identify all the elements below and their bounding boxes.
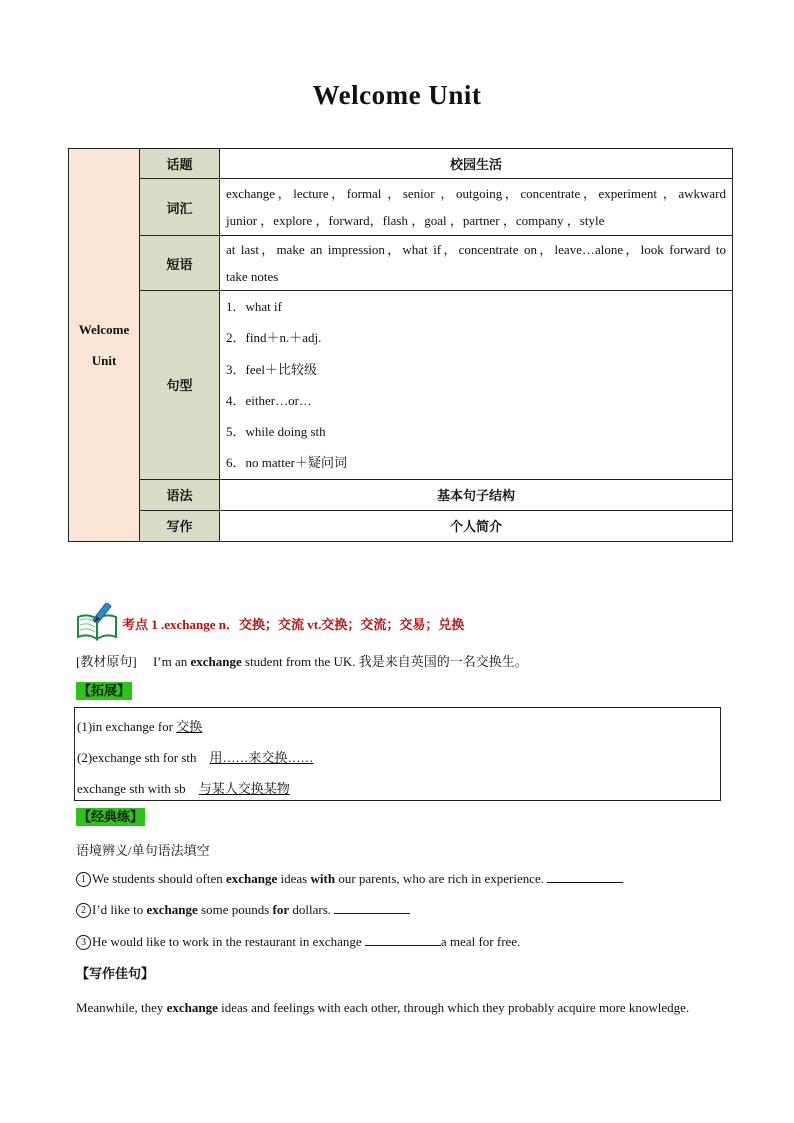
practice-instruction: 语境辨义/单句语法填空 (76, 843, 210, 858)
phrases-value (220, 236, 733, 291)
grammar-value: 基本句子结构 (220, 479, 733, 510)
question-number: 2 (76, 903, 91, 918)
source-keyword: exchange (190, 654, 242, 669)
q-keyword: with (310, 871, 336, 886)
source-label: [教材原句] (76, 654, 137, 669)
answer-blank[interactable] (547, 871, 623, 883)
sentence-item: 1．what if (226, 299, 282, 314)
sentence-item: 2．find＋n.＋adj. (226, 330, 322, 346)
q-keyword: exchange (226, 871, 278, 886)
unit-summary-table (68, 148, 733, 542)
q-text: We students should often (92, 871, 226, 886)
ws-keyword: exchange (166, 1000, 218, 1015)
sentence-item: 3．feel＋比较级 (226, 361, 317, 377)
meaning: 交换 (176, 719, 203, 734)
kaodian-heading-row (76, 603, 726, 641)
phrases-line-1: at last，make an impression，what if，concentrate on，leave…alone，look forward to (226, 242, 726, 257)
vocab-line-1: exchange，lecture，formal ，senior ，outgoing，concentrate，experiment ，awkward (226, 186, 726, 201)
writing-tag: 【写作佳句】 (76, 966, 155, 981)
tuozhan-box (74, 707, 721, 801)
sentence-item: 5．while doing sth (226, 424, 326, 440)
meaning: 与某人交换某物 (198, 781, 290, 796)
q-keyword: for (272, 902, 290, 917)
q-text: some pounds (197, 902, 273, 917)
grammar-label: 语法 (140, 479, 220, 510)
phrase: (2)exchange sth for sth (77, 750, 210, 765)
vocab-line-2: junior ，explore ，forward，flash ，goal ，partner ，company ，style (226, 213, 605, 228)
book-pencil-icon (76, 603, 120, 641)
q-text: a meal for free. (440, 934, 521, 949)
writing-sentence (76, 992, 719, 1023)
vocab-label: 词汇 (140, 179, 220, 236)
tuozhan-tag: 【拓展】 (78, 683, 131, 698)
tuozhan-line-1 (77, 716, 202, 735)
ws-text: Meanwhile, they (76, 1000, 167, 1015)
kaodian-heading: 考点 1 .exchange n．交换；交流 vt.交换；交流；交易；兑换 (122, 617, 465, 632)
phrases-line-2: take notes (226, 269, 279, 284)
practice-tag: 【经典练】 (78, 809, 144, 824)
tuozhan-line-2 (77, 747, 314, 766)
sentences-value (220, 291, 733, 480)
question-3 (76, 934, 520, 950)
answer-blank[interactable] (334, 902, 410, 914)
topic-label: 话题 (140, 149, 220, 179)
textbook-sentence (76, 651, 528, 670)
phrase: (1)in exchange for (77, 719, 177, 734)
phrase: exchange sth with sb (77, 781, 199, 796)
vocab-value (220, 179, 733, 236)
phrases-label: 短语 (140, 236, 220, 291)
answer-blank[interactable] (365, 934, 441, 946)
writing-value: 个人简介 (220, 510, 733, 541)
sentences-label: 句型 (140, 291, 220, 480)
writing-label: 写作 (140, 510, 220, 541)
ws-text: ideas and feelings with each other, through which they probably acquire more knowledge. (217, 1000, 690, 1015)
q-keyword: exchange (146, 902, 198, 917)
source-text: student from the UK. 我是来自英国的一名交换生。 (241, 654, 528, 669)
unit-name-cell: Welcome Unit (69, 149, 140, 542)
q-text: He would like to work in the restaurant in exchange (92, 934, 365, 949)
question-number: 3 (76, 935, 91, 950)
sentence-item: 6．no matter＋疑问词 (226, 455, 347, 471)
q-text: dollars. (289, 902, 335, 917)
tuozhan-line-3 (77, 778, 290, 797)
page-title: Welcome Unit (312, 80, 482, 110)
source-text: I’m an (152, 654, 191, 669)
question-2 (76, 902, 410, 918)
q-text: I’d like to (92, 902, 147, 917)
sentence-item: 4．either…or… (226, 392, 312, 408)
topic-value: 校园生活 (220, 149, 733, 179)
q-text: ideas (277, 871, 311, 886)
meaning: 用……来交换…… (209, 750, 314, 765)
question-1 (76, 871, 623, 887)
q-text: our parents, who are rich in experience. (335, 871, 548, 886)
question-number: 1 (76, 872, 91, 887)
